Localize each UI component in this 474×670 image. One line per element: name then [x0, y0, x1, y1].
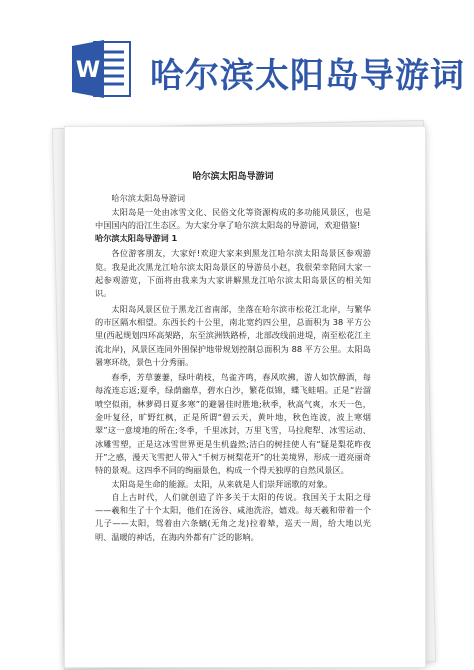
svg-text:W: W	[75, 58, 101, 83]
paragraph: 自上古时代，人们就创造了许多关于太阳的传说。我国关于太阳之母——羲和生了十个太阳，他们在汤谷、咸池洗浴，嬉戏。每天羲和带着一个儿子——太阳，驾着由六条螭(无角之龙)拉着辇，巡天一周，给大地以光明、温暖的神话，在海内外都有广泛的影响。	[95, 491, 371, 542]
paragraph: 哈尔滨太阳岛导游词	[111, 193, 186, 204]
document-title: 哈尔滨太阳岛导游词	[192, 172, 274, 182]
banner-title: 哈尔滨太阳岛导游词	[150, 56, 465, 96]
paragraph: 春季，芳草萋萋，绿叶萌枝，鸟雀齐鸣，春风吹拂，游人如饮醇酒，每每流连忘返;夏季，绿荫幽草，碧水白沙，繁花似锦，蝶飞蛙唱。正是“岩溜喷空似雨，林萝碍日夏多寒”的避暑佳时胜地;秋季，秋高气爽，水天一色，金叶复径，旷野红枫，正是所谓“碧云天，黄叶地，秋色连波，波上寒烟翠”这一意境地的所在;冬季，千里冰封，万里飞雪，马拉爬犁、冰雪运动、冰雕雪塑，正是这冰雪世界更是生机盎然;洁白的树挂使人有“疑是梨花昨夜开”之感，漫天飞雪把人带入“千树万树梨花开”的壮美境界，形成一道亮丽奇特的景观。这四季不同的绚丽景色，构成一个得天独厚的自然风景区。	[95, 372, 371, 476]
document-body	[95, 171, 371, 544]
section-heading: 哈尔滨太阳岛导游词 1	[95, 233, 178, 244]
document-page	[64, 126, 426, 668]
paragraph: 太阳岛风景区位于黑龙江省南部，坐落在哈尔滨市松花江北岸，与繁华的市区隔水相望。东西长约十公里，南北宽约四公里，总面积为 38 平方公里(西起规划四环高架路，东至滨洲铁路桥，北部改线前进堤，南至松花江主流北岸)，风景区连同外围保护地带规划控制总面积为 88 平方公里。太阳岛暑寒环绕，景色十分秀丽。	[95, 303, 371, 367]
paragraph: 各位游客朋友，大家好!欢迎大家来到黑龙江哈尔滨太阳岛景区参观游览。我是此次黑龙江哈尔滨太阳岛景区的导游员小赵，我很荣幸陪同大家一起参观游览，下面将由我来为大家讲解黑龙江哈尔滨太阳岛景区的相关知识。	[95, 248, 371, 299]
paragraph: 太阳岛是一处由冰雪文化、民俗文化等资源构成的多功能风景区，也是中国国内的沿江生态区。为大家分享了哈尔滨太阳岛的导游词，欢迎借鉴!	[95, 206, 371, 230]
document-preview	[50, 118, 430, 666]
paragraph: 太阳岛是生命的能源。太阳，从来就是人们崇拜谣歌的对象。	[111, 478, 333, 489]
banner	[0, 0, 474, 120]
page-fade	[65, 607, 425, 667]
word-document-icon	[72, 36, 132, 102]
